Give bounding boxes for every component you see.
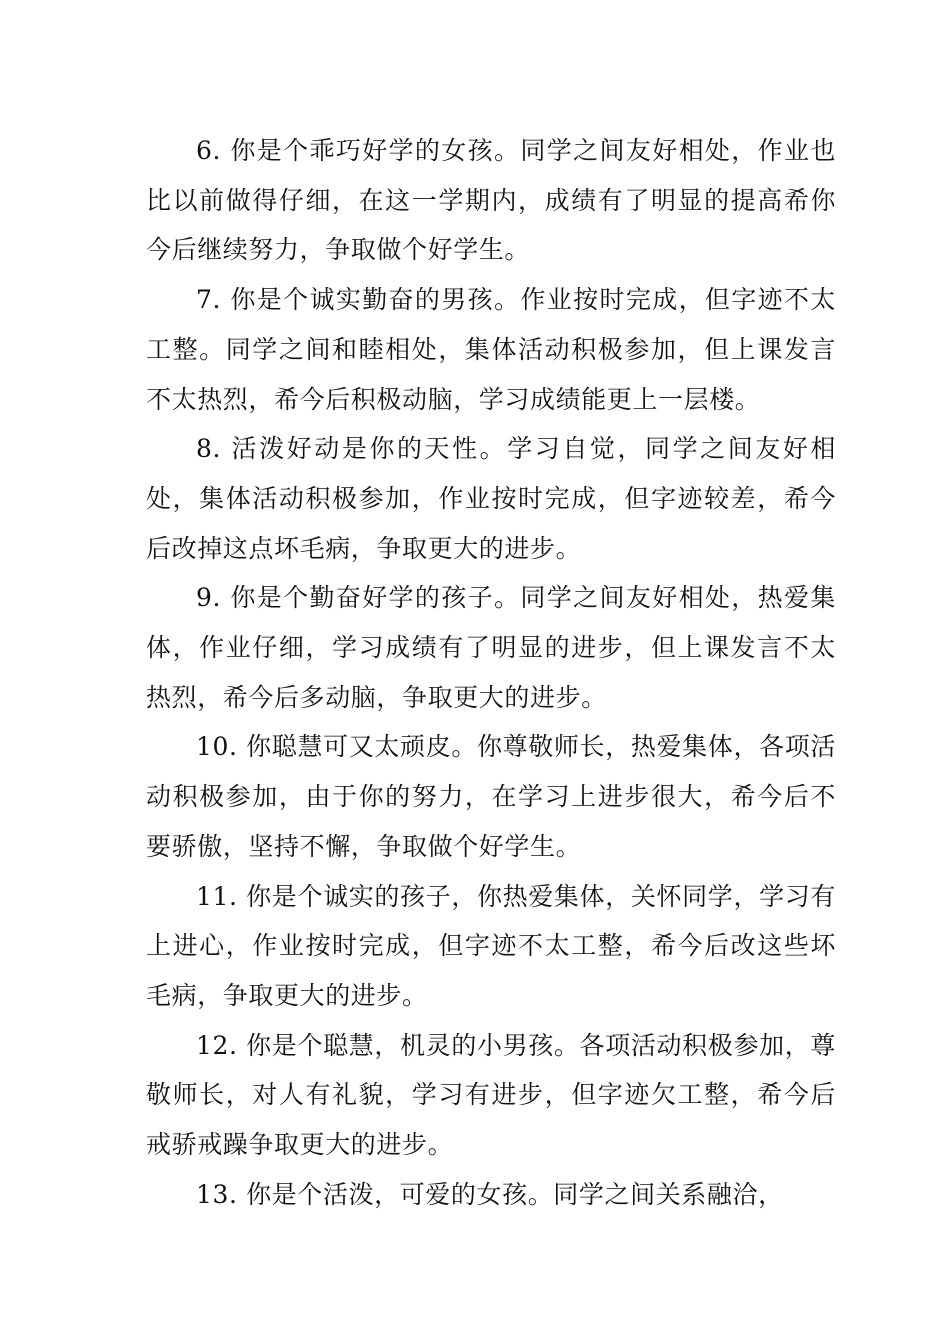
paragraph-13: 13. 你是个活泼，可爱的女孩。同学之间关系融洽， [196,1179,784,1209]
document-body [146,126,836,1219]
paragraph-6: 6. 你是个乖巧好学的女孩。同学之间友好相处，作业也比以前做得仔细，在这一学期内，成绩有了明显的提高希你今后继续努力，争取做个好学生。 [146,136,836,265]
paragraph-8: 8. 活泼好动是你的天性。学习自觉，同学之间友好相处，集体活动积极参加，作业按时完成，但字迹较差，希今后改掉这点坏毛病，争取更大的进步。 [146,434,836,563]
paragraph-7: 7. 你是个诚实勤奋的男孩。作业按时完成，但字迹不太工整。同学之间和睦相处，集体活动积极参加，但上课发言不太热烈，希今后积极动脑，学习成绩能更上一层楼。 [146,285,836,414]
paragraph-9: 9. 你是个勤奋好学的孩子。同学之间友好相处，热爱集体，作业仔细，学习成绩有了明显的进步，但上课发言不太热烈，希今后多动脑，争取更大的进步。 [146,583,836,712]
paragraph-11: 11. 你是个诚实的孩子，你热爱集体，关怀同学，学习有上进心，作业按时完成，但字迹不太工整，希今后改这些坏毛病，争取更大的进步。 [146,881,836,1010]
paragraph-10: 10. 你聪慧可又太顽皮。你尊敬师长，热爱集体，各项活动积极参加，由于你的努力，在学习上进步很大，希今后不要骄傲，坚持不懈，争取做个好学生。 [146,732,836,861]
paragraph-12: 12. 你是个聪慧，机灵的小男孩。各项活动积极参加，尊敬师长，对人有礼貌，学习有进步，但字迹欠工整，希今后戒骄戒躁争取更大的进步。 [146,1030,836,1160]
